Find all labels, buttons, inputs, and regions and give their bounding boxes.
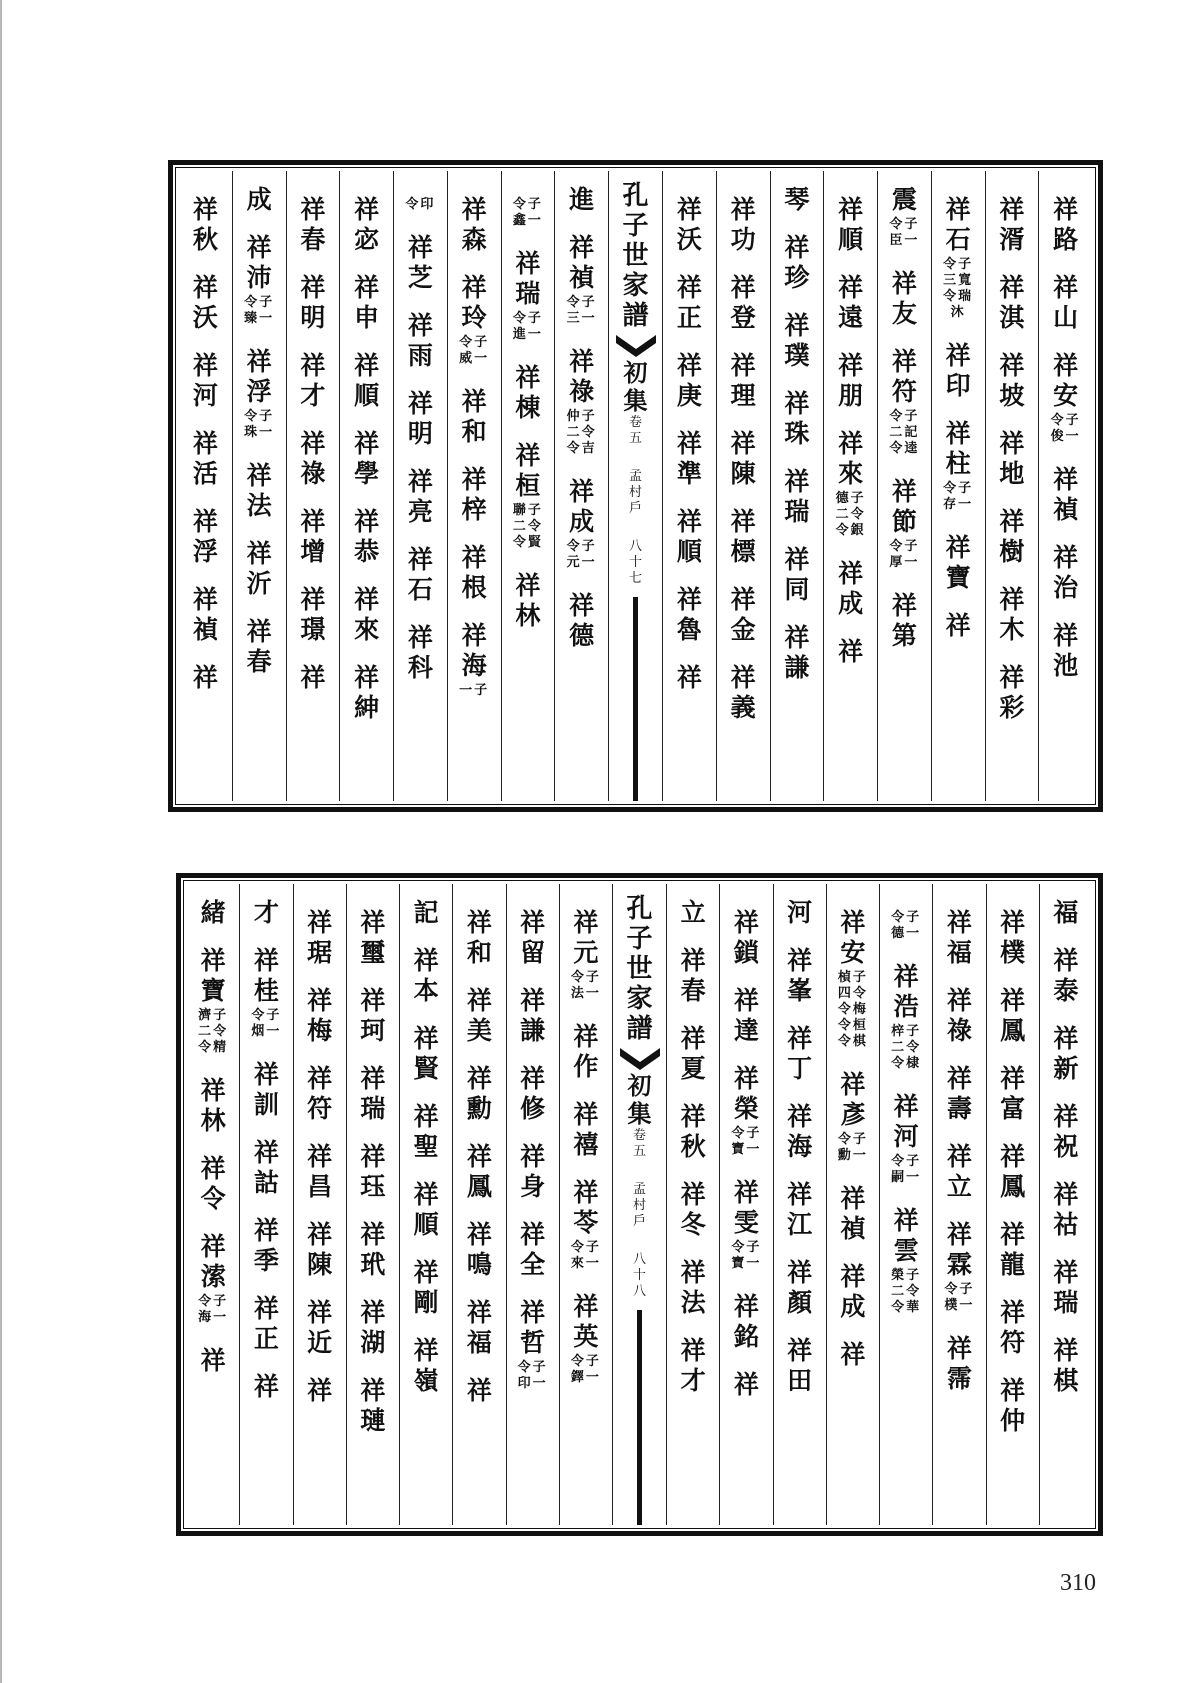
name-entry: 祥 秋 [192, 195, 218, 254]
name-entry: 祥 魯 [676, 585, 702, 644]
name-entry: 祥 雲 [893, 1206, 919, 1265]
name-entry: 祥 身 [520, 1142, 546, 1201]
name-entry: 祥 義 [730, 663, 756, 722]
name-entry: 祥 沛 [246, 233, 272, 292]
name-entry: 祥 桂 [253, 946, 279, 1005]
annotation-note: 濟子 二令 令精 [198, 1008, 229, 1055]
name-entry: 祥 謙 [784, 623, 810, 682]
name-entry: 祥 同 [784, 545, 810, 604]
name-entry: 祥 符 [891, 347, 917, 406]
name-entry: 祥 美 [466, 986, 492, 1045]
name-entry: 祥 璟 [300, 585, 326, 644]
text-column [555, 171, 609, 801]
name-entry: 祥 立 [946, 1142, 972, 1201]
name-entry: 祥 路 [1053, 195, 1079, 254]
annotation-note: 令子 威一 [459, 335, 490, 366]
name-entry: 祥 棋 [1053, 1336, 1079, 1395]
name-entry: 祥 順 [838, 195, 864, 254]
text-column [394, 171, 448, 801]
name-entry: 祥 宓 [354, 195, 380, 254]
name-entry: 祥 [466, 1376, 492, 1405]
name-entry: 祥 瑞 [515, 249, 541, 308]
text-column [240, 884, 293, 1525]
scan-edge [0, 0, 2, 1683]
name-entry: 祥 浮 [246, 347, 272, 406]
name-entry: 祥 才 [680, 1336, 706, 1395]
name-entry: 祥 符 [1000, 1298, 1026, 1357]
name-entry: 祥 湖 [360, 1298, 386, 1357]
name-entry: 祥 桓 [515, 441, 541, 500]
text-column [987, 884, 1040, 1525]
name-entry: 祥 富 [1000, 1064, 1026, 1123]
name-entry: 祥 訓 [253, 1060, 279, 1119]
name-entry: 祥 冬 [680, 1180, 706, 1239]
name-entry: 祥 淇 [999, 273, 1025, 332]
text-column [667, 884, 720, 1525]
name-entry: 祥 琚 [307, 908, 333, 967]
name-entry: 祥 達 [733, 986, 759, 1045]
name-entry: 祥 玲 [461, 273, 487, 332]
name-entry: 祥 正 [253, 1294, 279, 1353]
name-entry: 祥 順 [354, 351, 380, 410]
name-entry: 祥 安 [1053, 351, 1079, 410]
fish-tail-mark-icon [616, 335, 656, 357]
name-entry: 祥 賢 [413, 1024, 439, 1083]
name-entry: 祥 榮 [733, 1064, 759, 1123]
text-column [824, 171, 878, 801]
text-column [294, 884, 347, 1525]
name-entry: 祥 禧 [573, 1100, 599, 1159]
name-entry: 祥 林 [515, 571, 541, 630]
text-column [347, 884, 400, 1525]
name-entry: 祥 河 [192, 351, 218, 410]
name-entry: 祥 [676, 663, 702, 692]
name-entry: 祥 梓 [461, 465, 487, 524]
name-entry: 祥 地 [999, 429, 1025, 488]
annotation-note: 令子 存一 [943, 481, 974, 512]
name-entry: 祥 秋 [680, 1102, 706, 1161]
name-entry: 祥 仲 [1000, 1376, 1026, 1435]
name-entry: 祥 春 [246, 617, 272, 676]
column-container [187, 884, 1092, 1525]
folio-number: 八 十 八 [632, 1252, 646, 1299]
name-entry: 祥 第 [891, 591, 917, 650]
annotation-note: 令子 海一 [198, 1294, 229, 1325]
name-entry: 祥 丁 [787, 1024, 813, 1083]
text-column [663, 171, 717, 801]
name-entry: 祥 江 [787, 1180, 813, 1239]
text-column [717, 171, 771, 801]
name-entry: 祥 詁 [253, 1138, 279, 1197]
name-entry: 祥 銘 [733, 1292, 759, 1351]
name-entry: 祥 準 [676, 429, 702, 488]
name-entry: 祥 鳳 [1000, 1142, 1026, 1201]
annotation-note: 令子 德一 [891, 910, 922, 941]
name-entry: 祥 剛 [413, 1258, 439, 1317]
name-entry: 祥 璞 [784, 311, 810, 370]
name-entry: 祥 霈 [946, 1334, 972, 1393]
name-entry: 祥 河 [893, 1092, 919, 1151]
name-entry: 祥 璉 [360, 1376, 386, 1435]
folio-number: 八 十 七 [628, 539, 642, 586]
name-entry: 祥 棟 [515, 363, 541, 422]
name-entry: 祥 海 [787, 1102, 813, 1161]
name-entry: 祥 柱 [945, 419, 971, 478]
name-entry: 祥 聖 [413, 1102, 439, 1161]
name-entry: 祥 哲 [520, 1298, 546, 1357]
name-entry: 祥 [945, 611, 971, 640]
annotation-note: 令子 烟一 [251, 1008, 282, 1039]
book-title: 孔 子 世 家 譜 [626, 894, 653, 1044]
volume-label: 卷 五 [628, 415, 642, 446]
page-header-column [609, 171, 663, 801]
name-entry: 祥 福 [466, 1298, 492, 1357]
text-column [933, 884, 986, 1525]
name-entry: 祥 [300, 663, 326, 692]
annotation-note: 令子 來一 [570, 1240, 601, 1271]
fishtail-bar [633, 597, 638, 801]
name-entry: 祥 留 [520, 908, 546, 967]
name-entry: 祥 謙 [520, 986, 546, 1045]
name-entry: 祥 來 [838, 429, 864, 488]
name-entry: 祥 春 [680, 946, 706, 1005]
page-header-column [613, 884, 667, 1525]
text-column [880, 884, 933, 1525]
name-entry: 祥 雯 [733, 1178, 759, 1237]
name-entry: 祥 彥 [840, 1070, 866, 1129]
collection-name: 初 集 [623, 358, 648, 415]
name-entry: 祥 春 [300, 195, 326, 254]
text-column [400, 884, 453, 1525]
name-entry: 祥 禎 [1053, 465, 1079, 524]
name-entry: 祥 朋 [838, 351, 864, 410]
name-entry: 祥 梅 [307, 986, 333, 1045]
name-entry: 祥 昌 [307, 1142, 333, 1201]
name-entry: 祥 祿 [946, 986, 972, 1045]
annotation-note: 榮子 二令 令華 [891, 1268, 922, 1315]
text-column [448, 171, 502, 801]
name-entry: 祥 [840, 1340, 866, 1369]
name-entry: 祥 珂 [360, 986, 386, 1045]
name-entry: 祥 鎖 [733, 908, 759, 967]
name-entry: 祥 遠 [838, 273, 864, 332]
text-column [986, 171, 1040, 801]
annotation-note: 令子 勳一 [837, 1132, 868, 1163]
annotation-note: 令子 臣一 [889, 217, 920, 248]
name-entry: 福 [1053, 898, 1079, 927]
name-entry: 祥 理 [730, 351, 756, 410]
name-entry: 祥 德 [569, 591, 595, 650]
text-column [560, 884, 613, 1525]
name-entry: 祥 安 [840, 908, 866, 967]
name-entry: 祥 法 [246, 461, 272, 520]
name-entry: 祥 雨 [407, 311, 433, 370]
name-entry: 祥 才 [300, 351, 326, 410]
name-entry: 祥 泰 [1053, 946, 1079, 1005]
name-entry: 祥 海 [461, 621, 487, 680]
text-column [720, 884, 773, 1525]
name-entry: 祥 節 [891, 477, 917, 536]
name-entry: 祥 [200, 1346, 226, 1375]
name-entry: 祥 成 [569, 477, 595, 536]
text-column [287, 171, 341, 801]
book-title: 孔 子 世 家 譜 [622, 181, 649, 331]
annotation-note: 梓子 二令 令棣 [891, 1024, 922, 1071]
name-entry: 祥 樹 [999, 507, 1025, 566]
name-entry: 祥 顏 [787, 1258, 813, 1317]
name-entry: 祥 令 [200, 1154, 226, 1213]
annotation-note: 令子 臻一 [244, 295, 275, 326]
name-entry: 祥 和 [461, 387, 487, 446]
name-entry: 祥 勳 [466, 1064, 492, 1123]
name-entry: 祥 石 [945, 195, 971, 254]
annotation-note: 令子 鐸一 [570, 1354, 601, 1385]
name-entry: 震 [891, 185, 917, 214]
name-entry: 祥 壽 [946, 1064, 972, 1123]
page-number: 310 [1060, 1570, 1096, 1596]
name-entry: 祥 祿 [300, 429, 326, 488]
volume-label: 卷 五 [632, 1128, 646, 1159]
name-entry: 祥 恭 [354, 507, 380, 566]
name-entry: 祥 坡 [999, 351, 1025, 410]
branch-label: 孟 村 戶 [632, 1182, 646, 1229]
name-entry: 進 [569, 185, 595, 214]
name-entry: 祥 玳 [360, 1220, 386, 1279]
name-entry: 祥 森 [461, 195, 487, 254]
name-entry: 立 [680, 898, 706, 927]
name-entry: 祥 明 [407, 389, 433, 448]
name-entry: 祥 正 [676, 273, 702, 332]
name-entry: 祥 溹 [200, 1232, 226, 1291]
name-entry: 祥 瑞 [784, 467, 810, 526]
name-entry: 緒 [200, 898, 226, 927]
name-entry: 祥 友 [891, 269, 917, 328]
text-column [507, 884, 560, 1525]
annotation-note: 令子 嗣一 [891, 1154, 922, 1185]
annotation-note: 令子 元一 [566, 539, 597, 570]
name-entry: 祥 元 [573, 908, 599, 967]
column-container [179, 171, 1092, 801]
name-entry: 祥 亮 [407, 467, 433, 526]
text-column [187, 884, 240, 1525]
name-entry: 祥 [733, 1370, 759, 1399]
name-entry: 才 [253, 898, 279, 927]
name-entry: 河 [787, 898, 813, 927]
genealogy-page-top [168, 160, 1103, 812]
name-entry: 祥 庚 [676, 351, 702, 410]
annotation-note: 令子 進一 [512, 311, 543, 342]
name-entry: 祥 [307, 1376, 333, 1405]
text-column [774, 884, 827, 1525]
name-entry: 祥 標 [730, 507, 756, 566]
name-entry: 祥 印 [945, 341, 971, 400]
name-entry: 祥 祝 [1053, 1102, 1079, 1161]
name-entry: 祥 活 [192, 429, 218, 488]
name-entry: 祥 珠 [784, 389, 810, 448]
name-entry: 祥 龍 [1000, 1220, 1026, 1279]
name-entry: 祥 禎 [569, 233, 595, 292]
name-entry: 祥 紳 [354, 663, 380, 722]
name-entry: 祥 順 [676, 507, 702, 566]
name-entry: 祥 夏 [680, 1024, 706, 1083]
annotation-note: 仲子 二令 令吉 [566, 409, 597, 456]
name-entry: 祥 成 [840, 1262, 866, 1321]
name-entry: 祥 林 [200, 1076, 226, 1135]
name-entry: 祥 祿 [569, 347, 595, 406]
name-entry: 祥 珍 [784, 233, 810, 292]
name-entry: 祥 瑞 [1053, 1258, 1079, 1317]
text-column [502, 171, 556, 801]
name-entry: 祥 璽 [360, 908, 386, 967]
name-entry: 祥 祜 [1053, 1180, 1079, 1239]
name-entry: 祥 作 [573, 1022, 599, 1081]
annotation-note: 令子 法一 [570, 970, 601, 1001]
text-column [878, 171, 932, 801]
name-entry: 祥 鳳 [1000, 986, 1026, 1045]
name-entry: 祥 法 [680, 1258, 706, 1317]
name-entry: 祥 本 [413, 946, 439, 1005]
name-entry: 祥 增 [300, 507, 326, 566]
name-entry: 祥 寶 [945, 533, 971, 592]
name-entry: 祥 沃 [676, 195, 702, 254]
name-entry: 祥 新 [1053, 1024, 1079, 1083]
name-entry: 祥 順 [413, 1180, 439, 1239]
annotation-note: 令子 珠一 [244, 409, 275, 440]
name-entry: 祥 鳴 [466, 1220, 492, 1279]
name-entry: 成 [246, 185, 272, 214]
name-entry: 祥 沃 [192, 273, 218, 332]
annotation-note: 令子 印一 [517, 1360, 548, 1391]
name-entry: 祥 峯 [787, 946, 813, 1005]
name-entry: 祥 石 [407, 545, 433, 604]
name-entry: 祥 禎 [192, 585, 218, 644]
name-entry: 記 [413, 898, 439, 927]
name-entry: 祥 珏 [360, 1142, 386, 1201]
text-column [1039, 171, 1092, 801]
name-entry: 祥 符 [307, 1064, 333, 1123]
name-entry: 祥 [838, 637, 864, 666]
annotation-note: 令子 鑫一 [512, 197, 543, 228]
text-column [932, 171, 986, 801]
annotation-note: 一子 [459, 683, 490, 698]
text-column [827, 884, 880, 1525]
name-entry: 祥 功 [730, 195, 756, 254]
annotation-note: 令子 寶一 [731, 1240, 762, 1271]
name-entry: 祥 湑 [999, 195, 1025, 254]
genealogy-page-bottom [176, 873, 1103, 1536]
branch-label: 孟 村 戶 [628, 469, 642, 516]
name-entry: 祥 根 [461, 543, 487, 602]
name-entry: 祥 科 [407, 623, 433, 682]
name-entry: 祥 金 [730, 585, 756, 644]
name-entry: 祥 樸 [1000, 908, 1026, 967]
name-entry: 琴 [784, 185, 810, 214]
name-entry: 祥 沂 [246, 539, 272, 598]
fish-tail-mark-icon [620, 1048, 660, 1070]
annotation-note: 令子 二記 令逵 [889, 409, 920, 456]
annotation-note: 令子 樸一 [944, 1282, 975, 1313]
name-entry: 祥 鳳 [466, 1142, 492, 1201]
text-column [340, 171, 394, 801]
name-entry: 祥 修 [520, 1064, 546, 1123]
name-entry: 祥 陳 [307, 1220, 333, 1279]
name-entry: 祥 嶺 [413, 1336, 439, 1395]
name-entry: 祥 成 [838, 559, 864, 618]
name-entry: 祥 田 [787, 1336, 813, 1395]
name-entry: 祥 近 [307, 1298, 333, 1357]
collection-name: 初 集 [627, 1071, 652, 1128]
name-entry: 祥 [253, 1372, 279, 1401]
name-entry: 祥 山 [1053, 273, 1079, 332]
name-entry: 祥 申 [354, 273, 380, 332]
name-entry: 祥 來 [354, 585, 380, 644]
annotation-note: 令子 厚一 [889, 539, 920, 570]
name-entry: 祥 季 [253, 1216, 279, 1275]
name-entry: 祥 治 [1053, 543, 1079, 602]
annotation-note: 聯子 二令 令賢 [512, 503, 543, 550]
annotation-note: 令印 [405, 197, 436, 212]
annotation-note: 德子 二令 令銀 [835, 491, 866, 538]
name-entry: 祥 登 [730, 273, 756, 332]
annotation-note: 令子 三一 [566, 295, 597, 326]
name-entry: 祥 寶 [200, 946, 226, 1005]
name-entry: 祥 浮 [192, 507, 218, 566]
name-entry: 祥 英 [573, 1292, 599, 1351]
name-entry: 祥 禎 [840, 1184, 866, 1243]
annotation-note: 令子 寶一 [731, 1126, 762, 1157]
name-entry: 祥 彩 [999, 663, 1025, 722]
name-entry: 祥 陳 [730, 429, 756, 488]
annotation-note: 楨子 四令 令梅 令桓 令棋 [837, 970, 868, 1049]
text-column [453, 884, 506, 1525]
name-entry: 祥 全 [520, 1220, 546, 1279]
name-entry: 祥 學 [354, 429, 380, 488]
name-entry: 祥 福 [946, 908, 972, 967]
text-column [233, 171, 287, 801]
text-column [771, 171, 825, 801]
name-entry: 祥 瑞 [360, 1064, 386, 1123]
annotation-note: 令子 三寬 令瑞 沐 [943, 257, 974, 320]
name-entry: 祥 浩 [893, 962, 919, 1021]
name-entry: 祥 池 [1053, 621, 1079, 680]
name-entry: 祥 [192, 663, 218, 692]
fishtail-bar [637, 1310, 642, 1525]
name-entry: 祥 苓 [573, 1178, 599, 1237]
name-entry: 祥 和 [466, 908, 492, 967]
name-entry: 祥 木 [999, 585, 1025, 644]
name-entry: 祥 明 [300, 273, 326, 332]
text-column [179, 171, 233, 801]
name-entry: 祥 芝 [407, 233, 433, 292]
annotation-note: 令子 俊一 [1050, 413, 1081, 444]
name-entry: 祥 霖 [946, 1220, 972, 1279]
text-column [1040, 884, 1092, 1525]
